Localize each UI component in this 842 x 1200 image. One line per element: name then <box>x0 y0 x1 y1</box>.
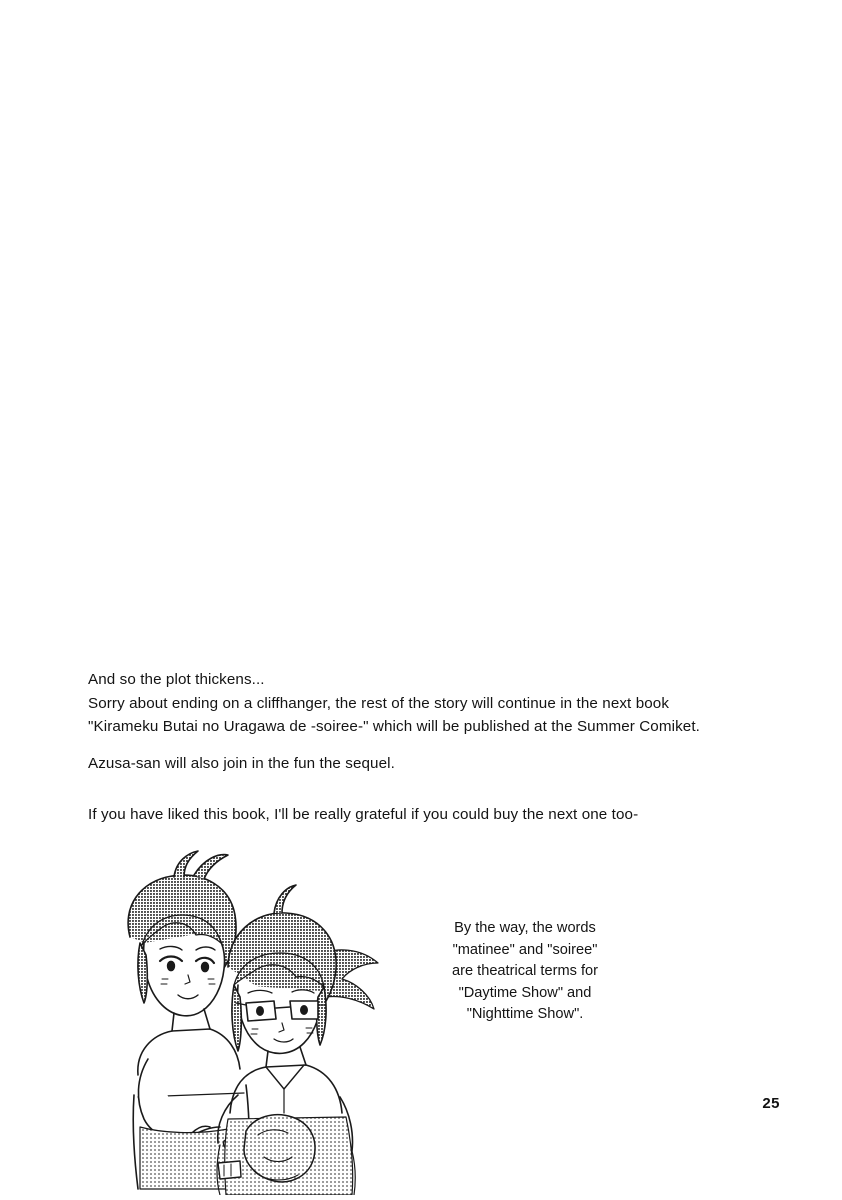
sidenote-text-block <box>430 918 620 1026</box>
paragraph-spacer-2 <box>88 775 768 803</box>
afterword-line-3: "Kirameku Butai no Uragawa de -soiree-" which will be published at the Summer Comiket. <box>88 718 700 735</box>
afterword-line-4: Azusa-san will also join in the fun the sequel. <box>88 754 395 772</box>
afterword-line-1: And so the plot thickens... <box>88 671 265 688</box>
sidenote-line-3: are theatrical terms for <box>452 963 598 979</box>
paragraph-spacer-1 <box>88 739 768 752</box>
page-number: 25 <box>762 1095 780 1112</box>
afterword-line-2: Sorry about ending on a cliffhanger, the rest of the story will continue in the next book <box>88 694 670 712</box>
afterword-text-block <box>88 668 768 827</box>
sidenote-line-1: By the way, the words <box>454 920 596 936</box>
sidenote-line-2: "matinee" and "soiree" <box>452 941 598 958</box>
manga-illustration <box>78 845 418 1195</box>
afterword-line-5: If you have liked this book, I'll be really grateful if you could buy the next one too- <box>88 806 639 823</box>
sidenote-line-5: "Nighttime Show". <box>466 1006 584 1022</box>
sidenote-line-4: "Daytime Show" and <box>458 984 592 1001</box>
